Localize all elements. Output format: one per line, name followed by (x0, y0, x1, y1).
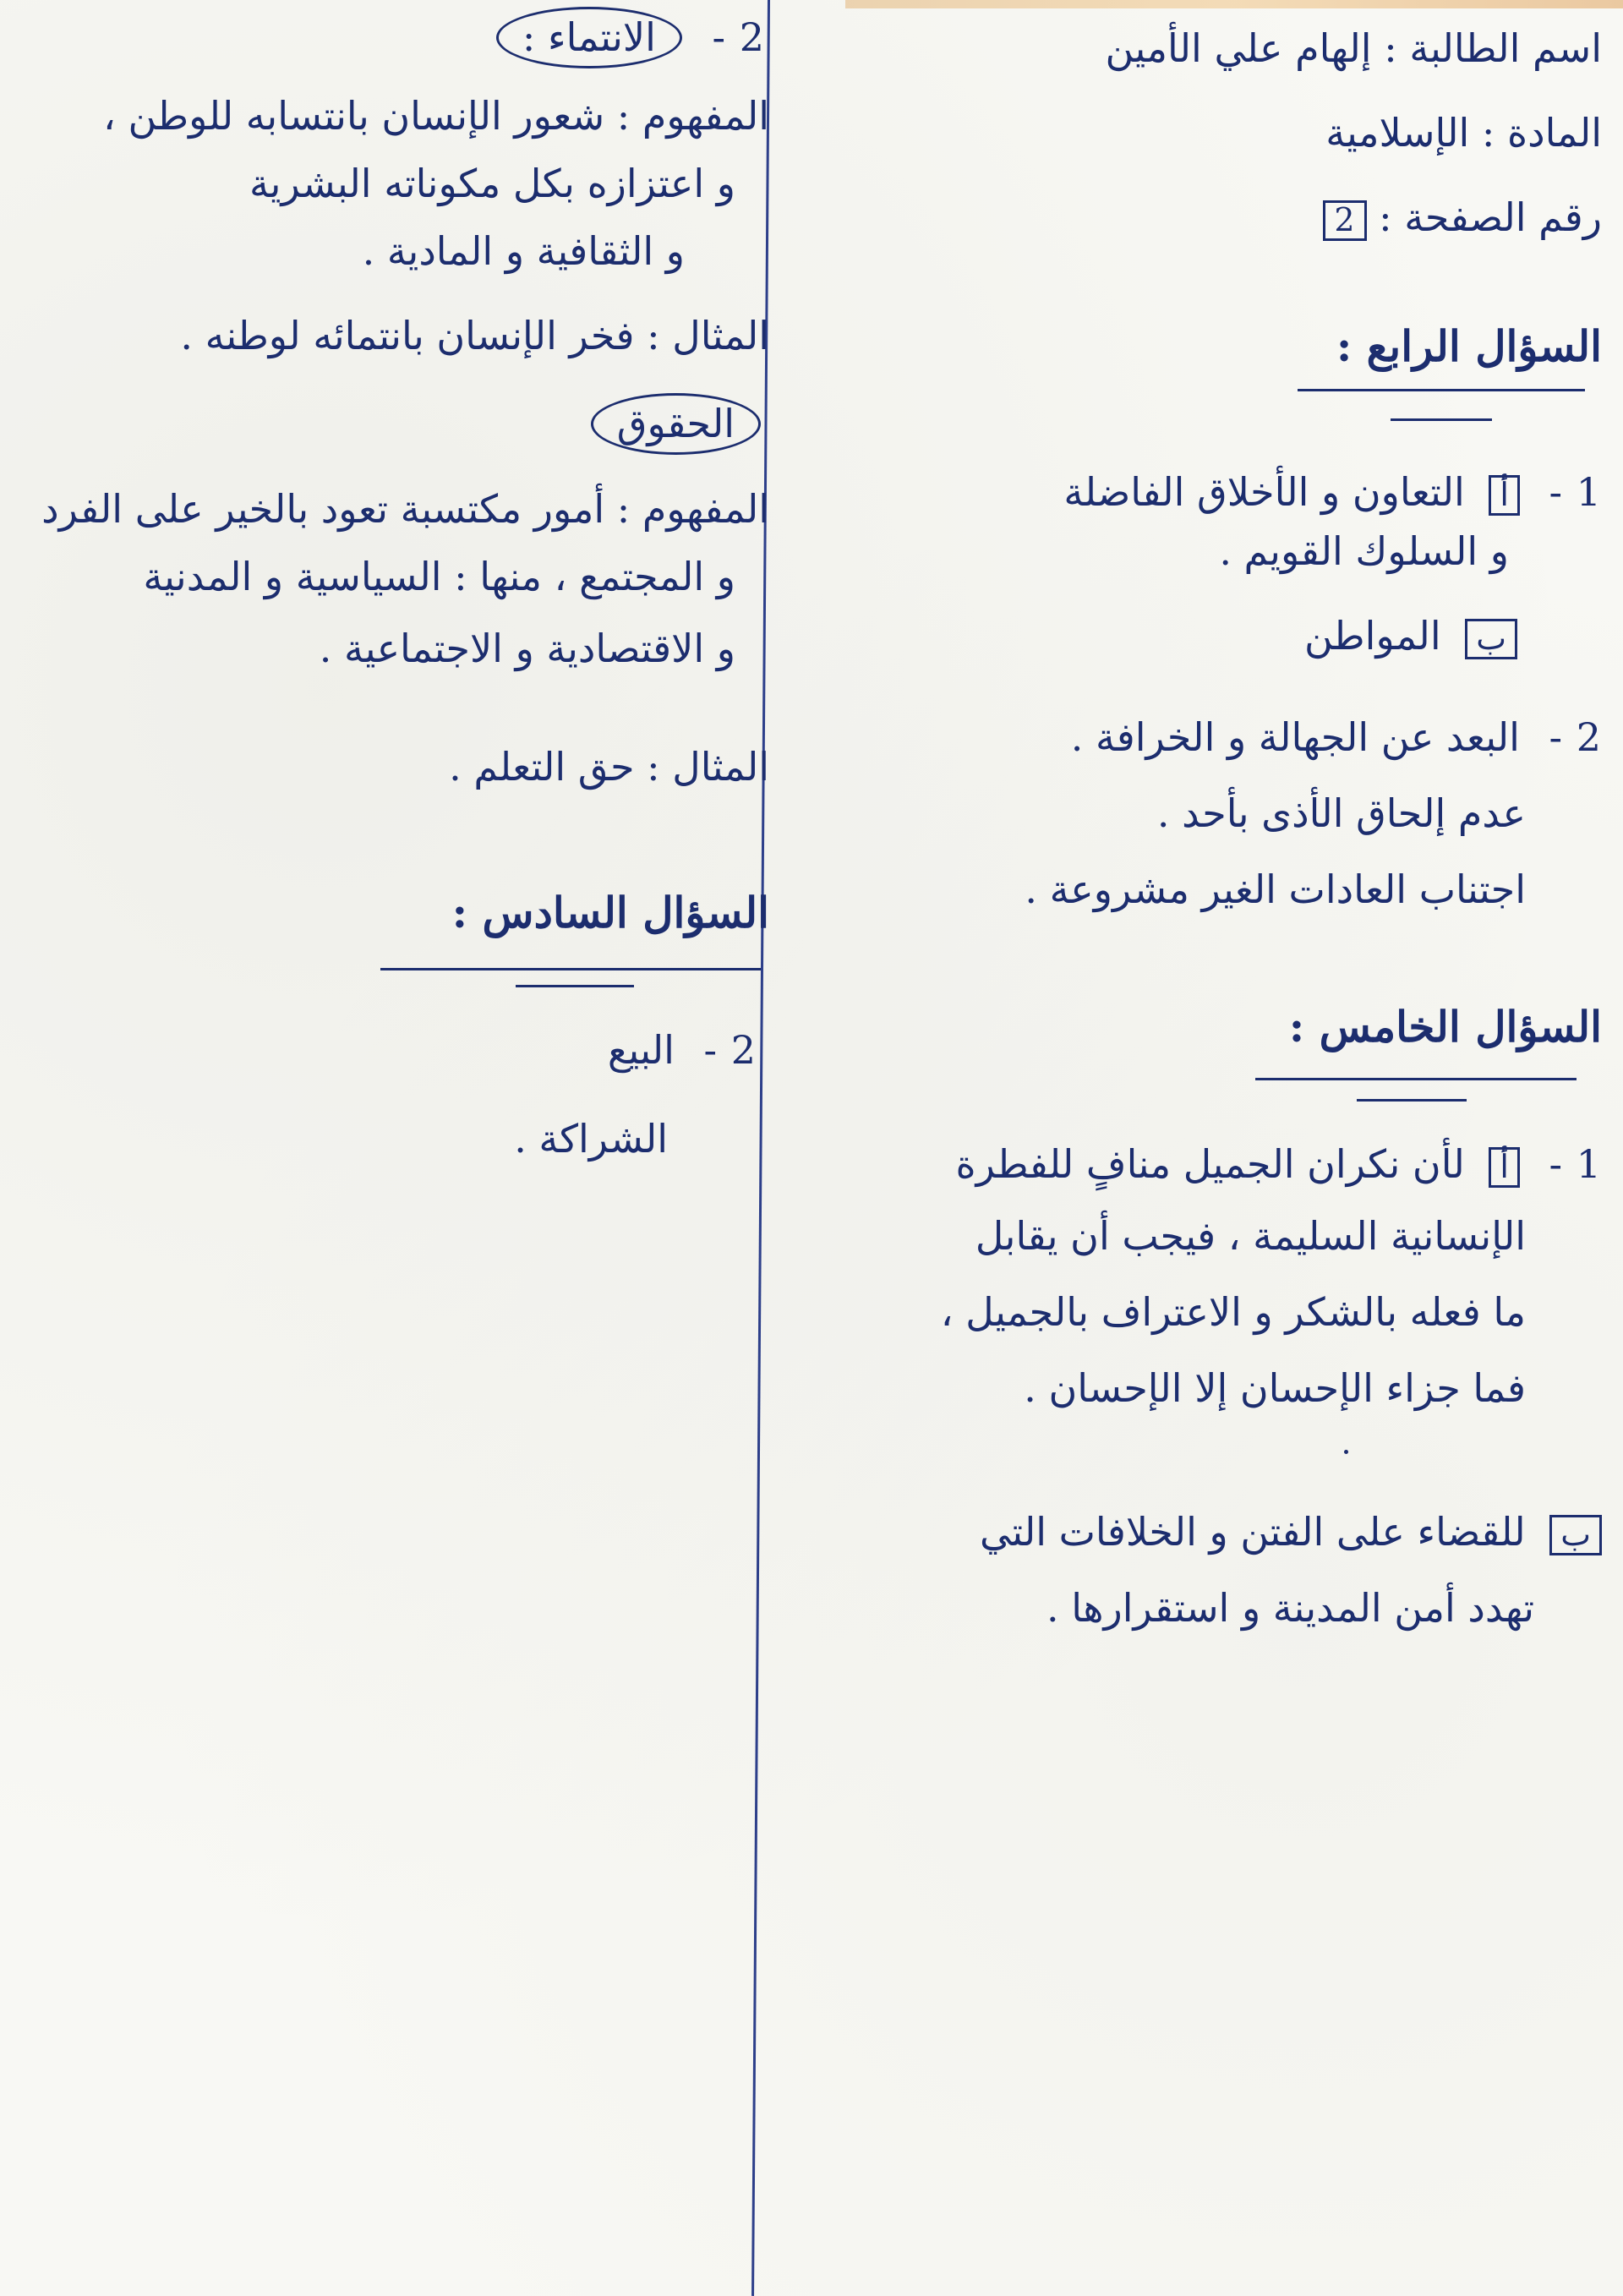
belonging-concept-line3: و الثقافية و المادية . (362, 228, 685, 274)
rights-concept-line2: و المجتمع ، منها : السياسية و المدنية (143, 554, 735, 599)
q5-item1-b (980, 1509, 1602, 1555)
q5-item1-b-line2: تهدد أمن المدينة و استقرارها . (1046, 1585, 1534, 1631)
q4-item1-b (1304, 613, 1517, 659)
q4-item1-b-label: ب (1465, 619, 1517, 659)
left-column (8, 0, 769, 2296)
q4-item2-line3: اجتناب العادات الغير مشروعة . (1025, 866, 1526, 912)
q4-item1 (1063, 469, 1602, 516)
q6-underline (380, 968, 761, 970)
q5-item1-number: 1 - (1549, 1141, 1602, 1187)
q5-item1-a-line4: فما جزاء الإحسان إلا الإحسان . (1024, 1365, 1526, 1411)
q5-underline (1255, 1078, 1577, 1080)
q5-item1-a-label: أ (1489, 1147, 1520, 1188)
q4-item1-b-text: المواطن (1304, 613, 1441, 659)
q5-item1-a-line3: ما فعله بالشكر و الاعتراف بالجميل ، (940, 1289, 1526, 1335)
q4-title: السؤال الرابع : (1336, 321, 1602, 371)
q4-item1-a-label: أ (1489, 475, 1520, 516)
q4-item1-a-line1: التعاون و الأخلاق الفاضلة (1063, 469, 1465, 515)
ink-dot (1344, 1450, 1348, 1454)
q5-item1 (956, 1141, 1602, 1188)
q5-underline-short (1357, 1099, 1467, 1102)
q4-item2 (1071, 714, 1602, 761)
q4-underline (1298, 389, 1585, 391)
q6-item-line2: الشراكة . (514, 1116, 668, 1162)
q4-item1-a-line2: و السلوك القويم . (1219, 528, 1509, 574)
q4-item1-number: 1 - (1549, 469, 1602, 515)
q4-item2-number: 2 - (1549, 714, 1602, 760)
page-number-line (1311, 194, 1602, 241)
subject-line: المادة : الإسلامية (1325, 110, 1602, 156)
q5-title: السؤال الخامس : (1288, 1002, 1602, 1052)
q6-item-line1: البيع (607, 1027, 675, 1073)
q6-item (608, 1027, 757, 1074)
q4-item2-line2: عدم إلحاق الأذى بأحد . (1156, 790, 1526, 836)
rights-concept-line3: و الاقتصادية و الاجتماعية . (319, 626, 735, 671)
belonging-concept-line2: و اعتزازه بكل مكوناته البشرية (249, 161, 735, 206)
rights-concept-line1: المفهوم : أمور مكتسبة تعود بالخير على الفرد (41, 486, 769, 532)
belonging-heading (496, 7, 765, 68)
belonging-concept-line1: المفهوم : شعور الإنسان بانتسابه للوطن ، (103, 93, 769, 139)
left-item2-number: 2 - (712, 14, 765, 60)
student-name: اسم الطالبة : إلهام علي الأمين (1105, 25, 1602, 71)
q6-title: السؤال السادس : (451, 888, 769, 938)
belonging-title: الانتماء : (496, 7, 682, 68)
q5-item1-a-line2: الإنسانية السليمة ، فيجب أن يقابل (975, 1213, 1526, 1259)
rights-heading (591, 393, 761, 455)
rights-title: الحقوق (591, 393, 761, 455)
q4-item2-line1: البعد عن الجهالة و الخرافة . (1070, 714, 1520, 760)
rights-example: المثال : حق التعلم . (449, 744, 769, 790)
q4-underline-short (1391, 418, 1492, 421)
right-column (812, 0, 1602, 2296)
belonging-example: المثال : فخر الإنسان بانتمائه لوطنه . (180, 313, 769, 358)
q5-item1-b-label: ب (1549, 1515, 1602, 1555)
q6-underline-short (516, 985, 634, 987)
q5-item1-a-line1: لأن نكران الجميل منافٍ للفطرة (955, 1141, 1465, 1187)
page-number-box: 2 (1323, 200, 1366, 241)
q5-item1-b-line1: للقضاء على الفتن و الخلافات التي (979, 1509, 1526, 1555)
page-number-label: رقم الصفحة : (1379, 194, 1602, 240)
q6-item-number: 2 - (703, 1027, 757, 1073)
